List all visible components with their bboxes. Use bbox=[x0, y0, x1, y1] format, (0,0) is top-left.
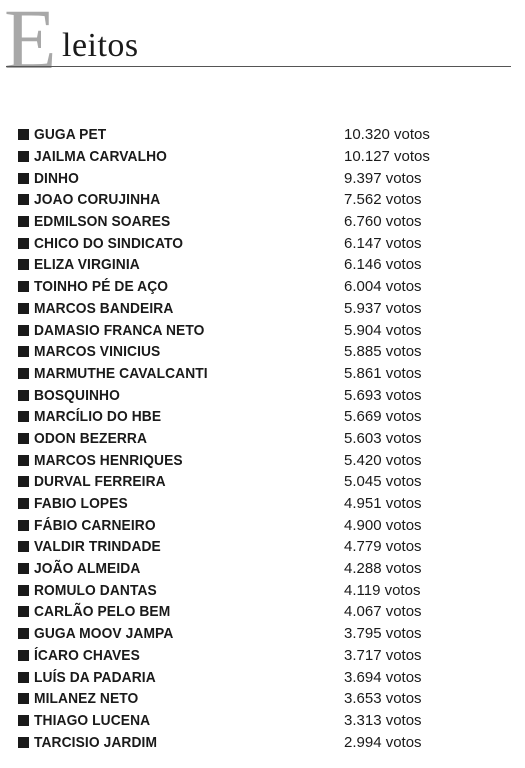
list-item bbox=[18, 146, 498, 168]
list-item bbox=[18, 298, 498, 320]
candidate-name: VALDIR TRINDADE bbox=[34, 538, 161, 556]
square-bullet-icon bbox=[18, 520, 29, 531]
list-item bbox=[18, 428, 498, 450]
square-bullet-icon bbox=[18, 650, 29, 661]
candidate-votes: 10.320 votos bbox=[344, 126, 430, 144]
candidate-name: MARCOS VINICIUS bbox=[34, 343, 161, 361]
square-bullet-icon bbox=[18, 498, 29, 509]
candidate-name: GUGA PET bbox=[34, 126, 107, 144]
candidate-name: ODON BEZERRA bbox=[34, 429, 148, 447]
list-item bbox=[18, 514, 498, 536]
list-item bbox=[18, 189, 498, 211]
candidate-votes: 4.779 votos bbox=[344, 538, 422, 556]
list-item bbox=[18, 449, 498, 471]
square-bullet-icon bbox=[18, 737, 29, 748]
square-bullet-icon bbox=[18, 303, 29, 314]
list-item bbox=[18, 731, 498, 753]
candidate-name: FABIO LOPES bbox=[34, 495, 128, 513]
square-bullet-icon bbox=[18, 715, 29, 726]
square-bullet-icon bbox=[18, 151, 29, 162]
list-item bbox=[18, 558, 498, 580]
candidate-votes: 7.562 votos bbox=[344, 191, 422, 209]
list-item bbox=[18, 579, 498, 601]
square-bullet-icon bbox=[18, 672, 29, 683]
candidate-votes: 6.146 votos bbox=[344, 256, 422, 274]
square-bullet-icon bbox=[18, 216, 29, 227]
list-item bbox=[18, 666, 498, 688]
square-bullet-icon bbox=[18, 455, 29, 466]
list-item bbox=[18, 471, 498, 493]
candidate-name: TOINHO PÉ DE AÇO bbox=[34, 278, 169, 296]
square-bullet-icon bbox=[18, 259, 29, 270]
candidate-name: ÍCARO CHAVES bbox=[34, 646, 140, 664]
candidate-name: FÁBIO CARNEIRO bbox=[34, 516, 156, 534]
candidate-votes: 5.603 votos bbox=[344, 429, 422, 447]
candidate-votes: 4.951 votos bbox=[344, 495, 422, 513]
candidate-name: TARCISIO JARDIM bbox=[34, 733, 158, 751]
candidate-votes: 3.694 votos bbox=[344, 668, 422, 686]
elected-list bbox=[18, 124, 498, 753]
candidate-votes: 3.795 votos bbox=[344, 625, 422, 643]
square-bullet-icon bbox=[18, 476, 29, 487]
candidate-name: JAILMA CARVALHO bbox=[34, 148, 167, 166]
page-header bbox=[0, 0, 525, 87]
square-bullet-icon bbox=[18, 325, 29, 336]
candidate-name: MARCOS BANDEIRA bbox=[34, 299, 174, 317]
candidate-votes: 5.937 votos bbox=[344, 299, 422, 317]
list-item bbox=[18, 276, 498, 298]
square-bullet-icon bbox=[18, 368, 29, 379]
square-bullet-icon bbox=[18, 585, 29, 596]
candidate-votes: 5.904 votos bbox=[344, 321, 422, 339]
candidate-name: EDMILSON SOARES bbox=[34, 213, 171, 231]
list-item bbox=[18, 124, 498, 146]
candidate-votes: 4.900 votos bbox=[344, 516, 422, 534]
candidate-votes: 5.693 votos bbox=[344, 386, 422, 404]
candidate-name: LUÍS DA PADARIA bbox=[34, 668, 156, 686]
candidate-votes: 6.760 votos bbox=[344, 213, 422, 231]
list-item bbox=[18, 645, 498, 667]
candidate-name: DURVAL FERREIRA bbox=[34, 473, 166, 491]
square-bullet-icon bbox=[18, 411, 29, 422]
candidate-votes: 4.119 votos bbox=[344, 581, 421, 599]
list-item bbox=[18, 319, 498, 341]
list-item bbox=[18, 254, 498, 276]
page-title: leitos bbox=[62, 27, 139, 64]
square-bullet-icon bbox=[18, 281, 29, 292]
candidate-votes: 10.127 votos bbox=[344, 148, 430, 166]
square-bullet-icon bbox=[18, 346, 29, 357]
candidate-name: THIAGO LUCENA bbox=[34, 711, 151, 729]
list-item bbox=[18, 536, 498, 558]
candidate-name: DINHO bbox=[34, 169, 79, 187]
candidate-name: MARCÍLIO DO HBE bbox=[34, 408, 162, 426]
candidate-votes: 3.717 votos bbox=[344, 646, 422, 664]
list-item bbox=[18, 601, 498, 623]
list-item bbox=[18, 623, 498, 645]
candidate-name: CHICO DO SINDICATO bbox=[34, 234, 184, 252]
list-item bbox=[18, 710, 498, 732]
candidate-name: MILANEZ NETO bbox=[34, 690, 139, 708]
candidate-votes: 5.420 votos bbox=[344, 451, 422, 469]
square-bullet-icon bbox=[18, 390, 29, 401]
list-item bbox=[18, 167, 498, 189]
candidate-votes: 9.397 votos bbox=[344, 169, 422, 187]
list-item bbox=[18, 232, 498, 254]
list-item bbox=[18, 363, 498, 385]
candidate-votes: 6.147 votos bbox=[344, 234, 422, 252]
header-divider bbox=[6, 66, 511, 67]
candidate-votes: 4.288 votos bbox=[344, 560, 422, 578]
list-item bbox=[18, 406, 498, 428]
list-item bbox=[18, 493, 498, 515]
candidate-votes: 5.669 votos bbox=[344, 408, 422, 426]
candidate-votes: 5.861 votos bbox=[344, 364, 422, 382]
square-bullet-icon bbox=[18, 194, 29, 205]
candidate-votes: 5.045 votos bbox=[344, 473, 422, 491]
candidate-votes: 4.067 votos bbox=[344, 603, 422, 621]
square-bullet-icon bbox=[18, 628, 29, 639]
candidate-votes: 3.653 votos bbox=[344, 690, 422, 708]
list-item bbox=[18, 211, 498, 233]
square-bullet-icon bbox=[18, 541, 29, 552]
square-bullet-icon bbox=[18, 238, 29, 249]
candidate-name: MARMUTHE CAVALCANTI bbox=[34, 364, 208, 382]
square-bullet-icon bbox=[18, 129, 29, 140]
title-drop-cap: E bbox=[4, 0, 57, 87]
square-bullet-icon bbox=[18, 693, 29, 704]
list-item bbox=[18, 688, 498, 710]
candidate-votes: 3.313 votos bbox=[344, 711, 422, 729]
square-bullet-icon bbox=[18, 563, 29, 574]
candidate-name: ROMULO DANTAS bbox=[34, 581, 157, 599]
list-item bbox=[18, 341, 498, 363]
candidate-name: GUGA MOOV JAMPA bbox=[34, 625, 174, 643]
candidate-name: ELIZA VIRGINIA bbox=[34, 256, 140, 274]
list-item bbox=[18, 384, 498, 406]
square-bullet-icon bbox=[18, 433, 29, 444]
candidate-name: CARLÃO PELO BEM bbox=[34, 603, 171, 621]
candidate-votes: 2.994 votos bbox=[344, 733, 422, 751]
square-bullet-icon bbox=[18, 173, 29, 184]
square-bullet-icon bbox=[18, 606, 29, 617]
candidate-name: MARCOS HENRIQUES bbox=[34, 451, 183, 469]
candidate-name: JOAO CORUJINHA bbox=[34, 191, 161, 209]
candidate-name: JOÃO ALMEIDA bbox=[34, 560, 141, 578]
candidate-name: BOSQUINHO bbox=[34, 386, 120, 404]
candidate-votes: 5.885 votos bbox=[344, 343, 422, 361]
candidate-name: DAMASIO FRANCA NETO bbox=[34, 321, 205, 339]
candidate-votes: 6.004 votos bbox=[344, 278, 422, 296]
